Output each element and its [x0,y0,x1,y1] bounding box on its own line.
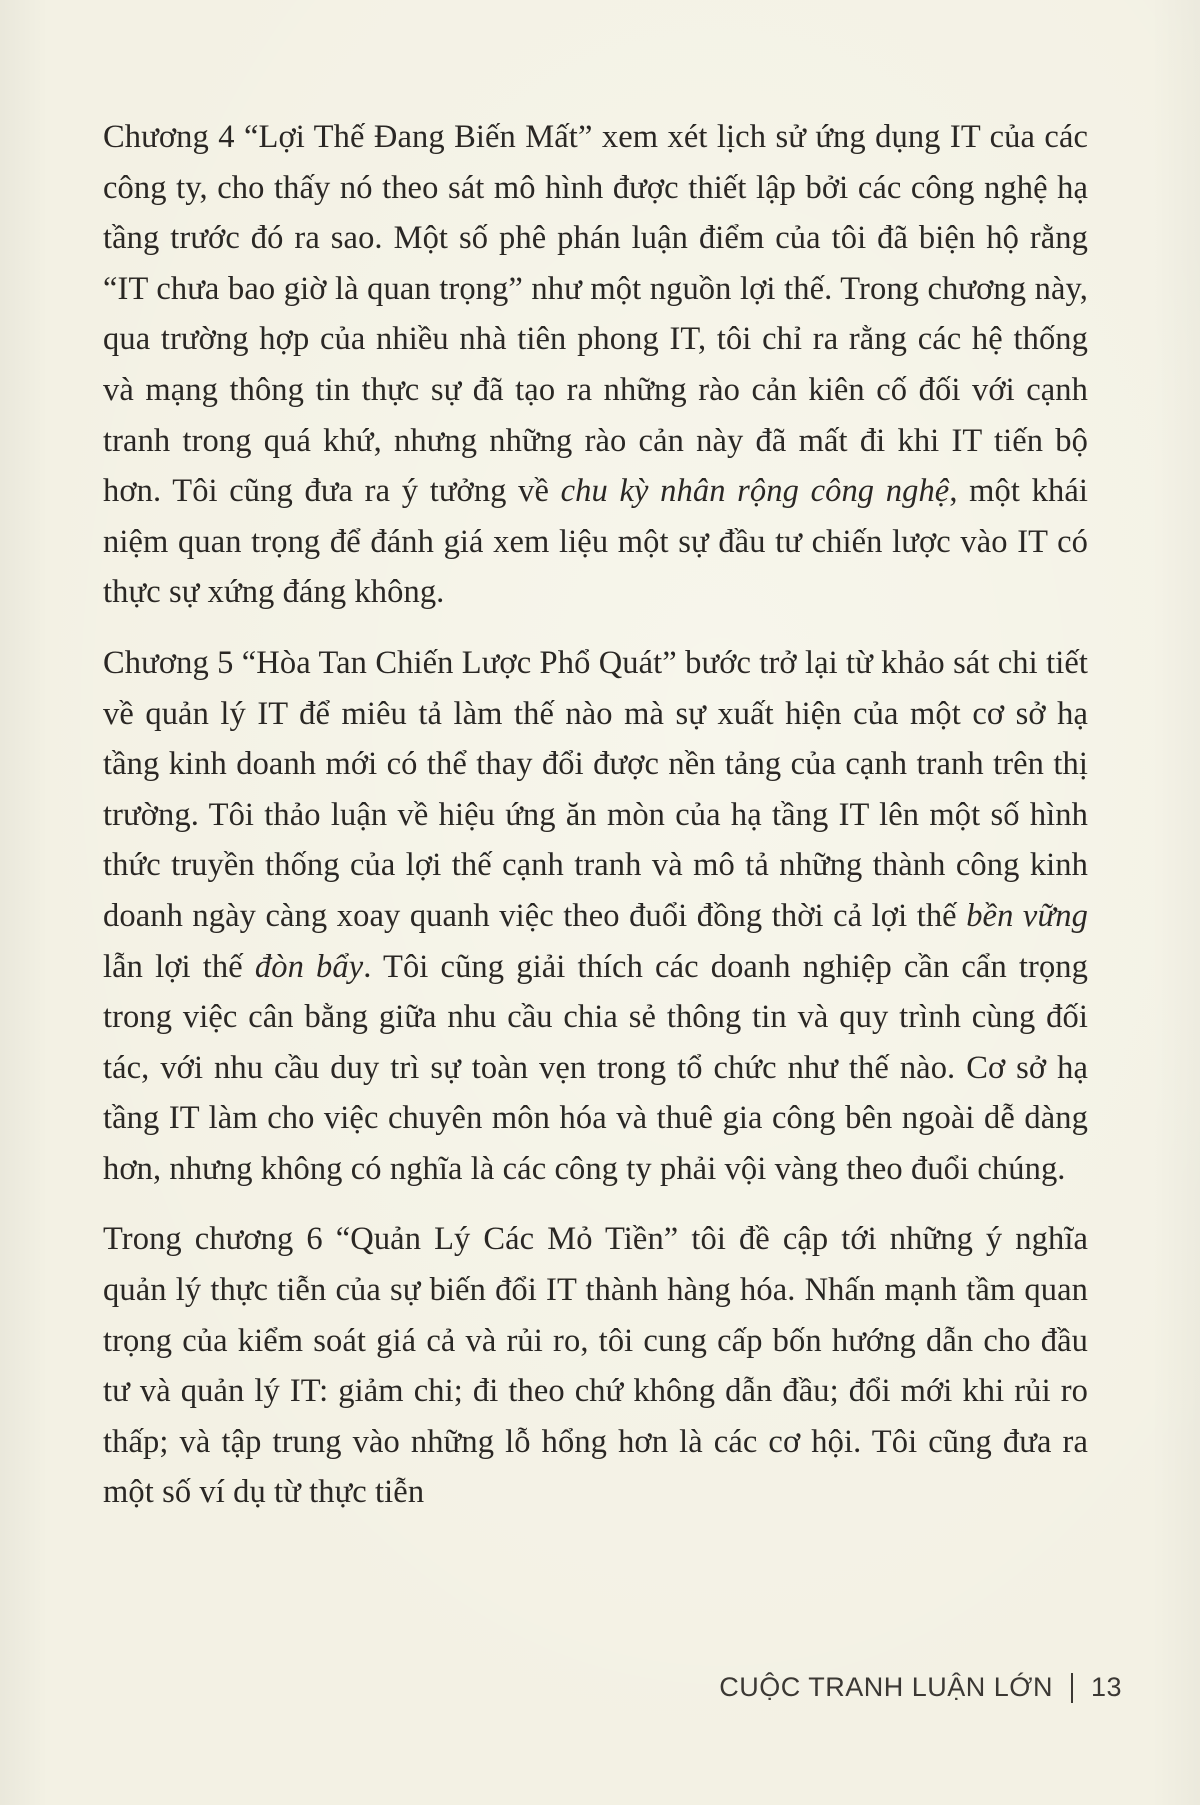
paragraph-segment: . Tôi cũng giải thích các doanh nghiệp cần cẩn trọng trong việc cân bằng giữa nhu cầu chia sẻ thông tin và quy trình cùng đối tác, với nhu cầu duy trì sự toàn vẹn trong tổ chức như thế nào. Cơ sở hạ tầng IT làm cho việc chuyên môn hóa và thuê gia công bên ngoài dễ dàng hơn, nhưng không có nghĩa là các công ty phải vội vàng theo đuổi chúng. [103,948,1089,1187]
paragraph-segment: Chương 4 “Lợi Thế Đang Biến Mất” xem xét lịch sử ứng dụng IT của các công ty, cho thấy nó theo sát mô hình được thiết lập bởi các công nghệ hạ tầng trước đó ra sao. Một số phê phán luận điểm của tôi đã biện hộ rằng “IT chưa bao giờ là quan trọng” như một nguồn lợi thế. Trong chương này, qua trường hợp của nhiều nhà tiên phong IT, tôi chỉ ra rằng các hệ thống và mạng thông tin thực sự đã tạo ra những rào cản kiên cố đối với cạnh tranh trong quá khứ, nhưng những rào cản này đã mất đi khi IT tiến bộ hơn. Tôi cũng đưa ra ý tưởng về [103,119,1088,510]
paragraph-segment: Chương 5 “Hòa Tan Chiến Lược Phổ Quát” bước trở lại từ khảo sát chi tiết về quản lý IT để miêu tả làm thế nào mà sự xuất hiện của một cơ sở hạ tầng kinh doanh mới có thể thay đổi được nền tảng của cạnh tranh trên thị trường. Tôi thảo luận về hiệu ứng ăn mòn của hạ tầng IT lên một số hình thức truyền thống của lợi thế cạnh tranh và mô tả những thành công kinh doanh ngày càng xoay quanh việc theo đuổi đồng thời cả lợi thế [103,644,1088,934]
page-number: 13 [1090,1672,1122,1702]
footer-divider [1071,1673,1073,1703]
italic-term-chu-ky: chu kỳ nhân rộng công nghệ [560,473,950,510]
page-footer [719,1672,1122,1703]
paragraph-segment: , một khái niệm quan trọng để đánh giá xem liệu một sự đầu tư chiến lược vào IT có thực sự xứng đáng không. [103,473,1089,611]
paragraph-chapter-4 [103,112,1088,618]
running-title: CUỘC TRANH LUẬN LỚN [719,1672,1053,1702]
italic-term-ben-vung: bền vững [966,897,1088,934]
paragraph-chapter-5 [103,638,1088,1195]
paragraph-chapter-6 [103,1214,1088,1518]
body-text [103,112,1088,1538]
paragraph-segment: lẫn lợi thế [103,948,255,985]
paragraph-segment: Trong chương 6 “Quản Lý Các Mỏ Tiền” tôi đề cập tới những ý nghĩa quản lý thực tiễn của sự biến đổi IT thành hàng hóa. Nhấn mạnh tầm quan trọng của kiểm soát giá cả và rủi ro, tôi cung cấp bốn hướng dẫn cho đầu tư và quản lý IT: giảm chi; đi theo chứ không dẫn đầu; đổi mới khi rủi ro thấp; và tập trung vào những lỗ hổng hơn là các cơ hội. Tôi cũng đưa ra một số ví dụ từ thực tiễn [103,1221,1088,1511]
italic-term-don-bay: đòn bẩy [254,948,364,985]
